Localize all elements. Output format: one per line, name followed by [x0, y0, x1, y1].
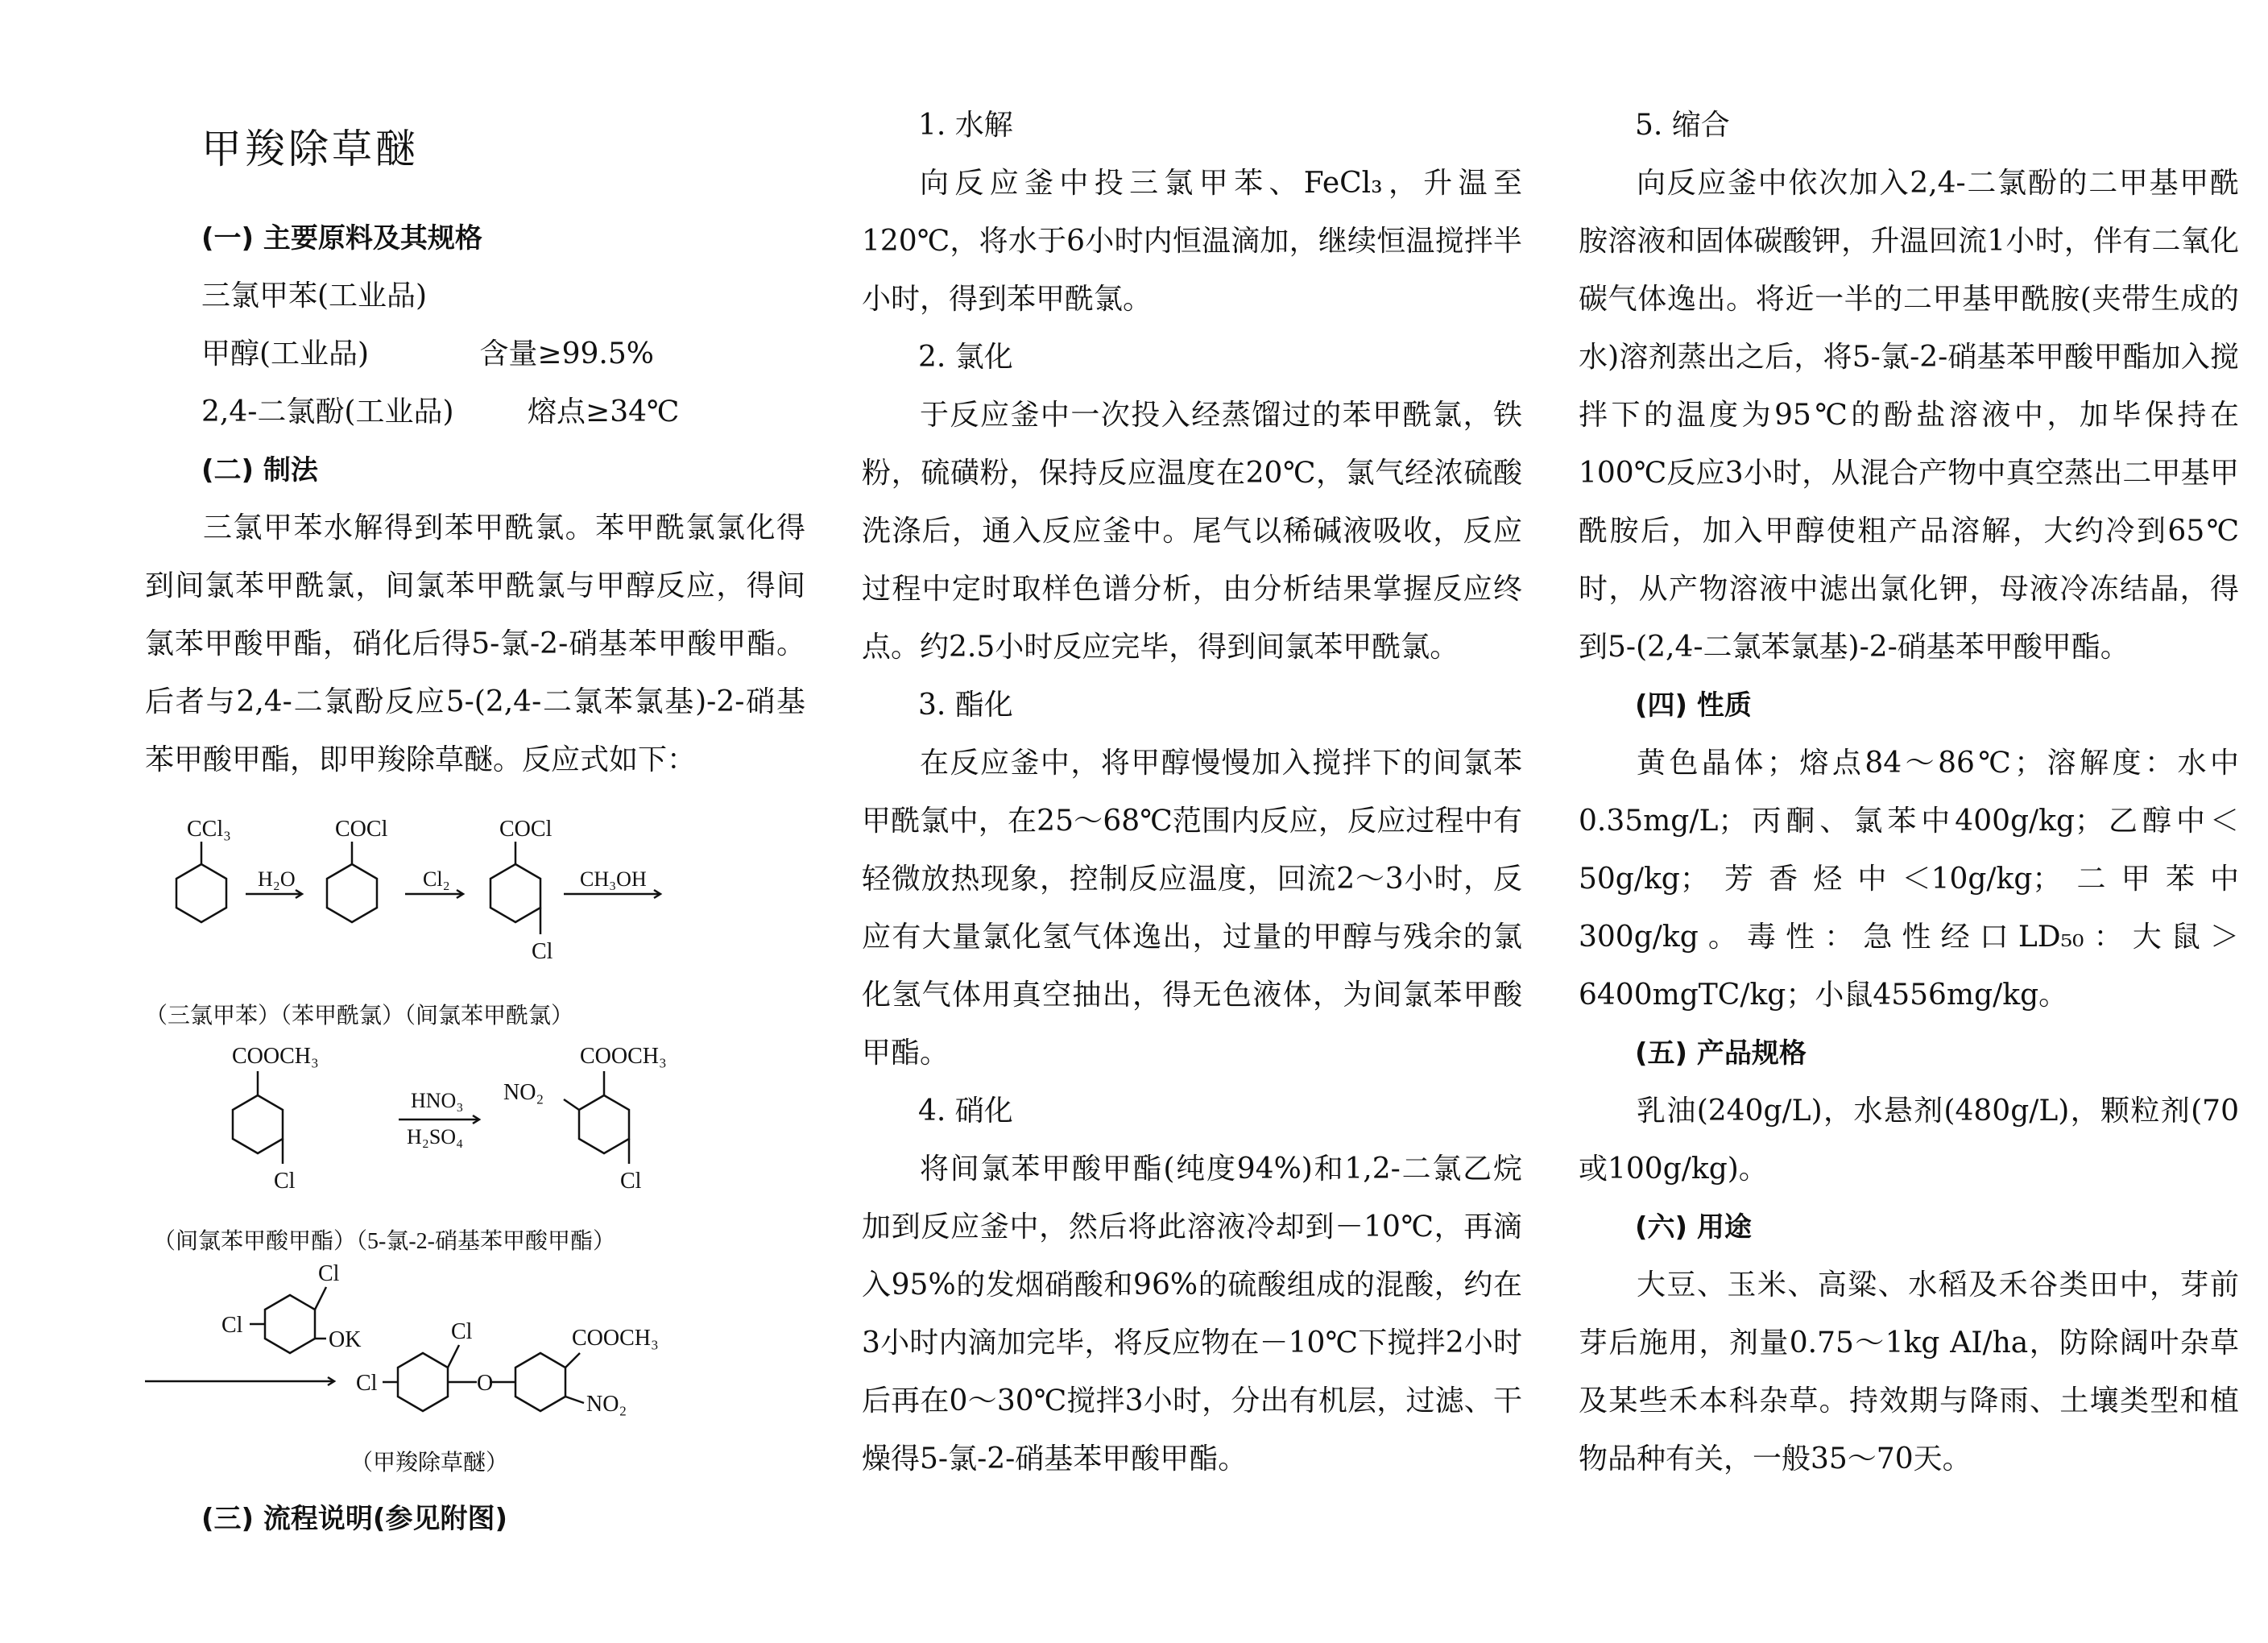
bond-line [565, 1353, 580, 1368]
benzene-ring [233, 1095, 283, 1153]
step-heading: 4. 硝化 [918, 1095, 1013, 1128]
reagent-label: Cl₂ [423, 867, 450, 891]
formula-label: CCl₃ [187, 817, 231, 842]
material-row: 三氯甲苯(工业品) [201, 279, 428, 312]
material-row: 甲醇(工业品) 含量≥99.5% [201, 337, 654, 370]
benzene-ring [265, 1295, 315, 1353]
formula-label: Cl [318, 1261, 340, 1286]
formula-label: COOCH₃ [572, 1326, 659, 1351]
section-heading-materials: (一) 主要原料及其规格 [201, 222, 482, 255]
reagent-label: CH₃OH [580, 867, 647, 891]
right-column [1579, 97, 2239, 1488]
formula-label: NO₂ [503, 1080, 544, 1105]
formula-label: Cl [532, 939, 553, 964]
material-row: 2,4-二氯酚(工业品) 熔点≥34℃ [201, 395, 680, 428]
section-heading-method: (二) 制法 [201, 454, 318, 486]
formula-label: Cl [356, 1371, 378, 1396]
step-paragraph: 于反应釜中一次投入经蒸馏过的苯甲酰氯，铁粉，硫磺粉，保持反应温度在20℃，氯气经浓硫酸洗涤后，通入反应釜中。尾气以稀碱液吸收，反应过程中定时取样色谱分析，由分析结果掌握反应终点。约2.5小时反应完毕，得到间氯苯甲酰氯。 [862, 399, 1522, 664]
benzene-ring [579, 1095, 629, 1153]
step-heading: 2. 氯化 [918, 341, 1013, 374]
step-paragraph: 在反应釜中，将甲醇慢慢加入搅拌下的间氯苯甲酰氯中，在25～68℃范围内反应，反应过程中有轻微放热现象，控制反应温度，回流2～3小时，反应有大量氯化氢气体逸出，过量的甲醇与残余的氯化氢气体用真空抽出，得无色液体，为间氯苯甲酸甲酯。 [862, 747, 1522, 1070]
benzene-ring [176, 864, 226, 922]
left-column [145, 97, 805, 1548]
section-heading-properties: (四) 性质 [1635, 689, 1752, 722]
reaction-scheme [145, 789, 805, 1490]
formula-label: COOCH₃ [580, 1044, 667, 1069]
section-heading-specs: (五) 产品规格 [1635, 1037, 1807, 1070]
reagent-label: H₂SO₄ [407, 1125, 464, 1148]
reaction-scheme-svg [145, 789, 805, 1490]
benzene-ring [515, 1353, 565, 1411]
formula-label: Cl [620, 1169, 642, 1194]
formula-label: NO₂ [586, 1392, 627, 1417]
uses-paragraph: 大豆、玉米、高粱、水稻及禾谷类田中，芽前芽后施用，剂量0.75～1kg AI/ha，防除阔叶杂草及某些禾本科杂草。持效期与降雨、土壤类型和植物品种有关，一般35～70天。 [1579, 1268, 2239, 1475]
bond-line [448, 1345, 459, 1368]
middle-column [862, 97, 1522, 1488]
specs-paragraph: 乳油(240g/L)，水悬剂(480g/L)，颗粒剂(70或100g/kg)。 [1579, 1095, 2239, 1186]
formula-label: Cl [274, 1169, 296, 1194]
method-paragraph: 三氯甲苯水解得到苯甲酰氯。苯甲酰氯氯化得到间氯苯甲酰氯，间氯苯甲酰氯与甲醇反应，得间氯苯甲酸甲酯，硝化后得5-氯-2-硝基苯甲酸甲酯。后者与2,4-二氯酚反应5-(2,4-二氯苯氯基)-2-硝基苯甲酸甲酯，即甲羧除草醚。反应式如下： [145, 511, 805, 776]
formula-label: Cl [221, 1313, 243, 1338]
bond-line [564, 1099, 579, 1110]
formula-label: O [477, 1371, 494, 1396]
properties-paragraph: 黄色晶体；熔点84～86℃；溶解度：水中0.35mg/L；丙酮、氯苯中400g/kg；乙醇中＜50g/kg；芳香烃中＜10g/kg；二甲苯中300g/kg。毒性：急性经口LD₅₀：大鼠＞6400mgTC/kg；小鼠4556mg/kg。 [1579, 747, 2239, 1012]
formula-label: Cl [451, 1319, 473, 1344]
compound-caption: （三氯甲苯）（苯甲酰氯）（间氯苯甲酰氯） [145, 1004, 574, 1028]
step-paragraph: 向反应釜中投三氯甲苯、FeCl₃，升温至120℃，将水于6小时内恒温滴加，继续恒温搅拌半小时，得到苯甲酰氯。 [862, 167, 1522, 316]
formula-label: COCl [499, 817, 553, 842]
section-heading-process: (三) 流程说明(参见附图) [201, 1503, 507, 1535]
formula-label: COCl [335, 817, 388, 842]
bond-line [565, 1397, 584, 1403]
formula-label: OK [329, 1327, 362, 1352]
step-heading: 1. 水解 [918, 109, 1013, 142]
step-paragraph: 向反应釜中依次加入2,4-二氯酚的二甲基甲酰胺溶液和固体碳酸钾，升温回流1小时，伴有二氧化碳气体逸出。将近一半的二甲基甲酰胺(夹带生成的水)溶剂蒸出之后，将5-氯-2-硝基苯甲酸甲酯加入搅拌下的温度为95℃的酚盐溶液中，加毕保持在100℃反应3小时，从混合产物中真空蒸出二甲基甲酰胺后，加入甲醇使粗产品溶解，大约冷到65℃时，从产物溶液中滤出氯化钾，母液冷冻结晶，得到5-(2,4-二氯苯氯基)-2-硝基苯甲酸甲酯。 [1579, 167, 2239, 664]
formula-label: COOCH₃ [232, 1044, 319, 1069]
step-heading: 5. 缩合 [1635, 109, 1730, 142]
benzene-ring [327, 864, 377, 922]
page-title: 甲羧除草醚 [201, 126, 419, 172]
reagent-label: H₂O [258, 867, 296, 891]
reagent-label: HNO₃ [411, 1089, 464, 1112]
benzene-ring [398, 1353, 448, 1411]
compound-caption: （甲羧除草醚） [350, 1451, 509, 1475]
step-paragraph: 将间氯苯甲酸甲酯(纯度94%)和1,2-二氯乙烷加到反应釜中，然后将此溶液冷却到－10℃，再滴入95%的发烟硝酸和96%的硫酸组成的混酸，约在3小时内滴加完毕，将反应物在－10℃下搅拌2小时后再在0～30℃搅拌3小时，分出有机层，过滤、干燥得5-氯-2-硝基苯甲酸甲酯。 [862, 1153, 1522, 1475]
section-heading-uses: (六) 用途 [1635, 1211, 1752, 1244]
benzene-ring [490, 864, 540, 922]
bond-line [315, 1287, 326, 1310]
step-heading: 3. 酯化 [918, 689, 1013, 722]
compound-caption: （间氯苯甲酸甲酯）（5-氯-2-硝基苯甲酸甲酯） [153, 1229, 615, 1254]
